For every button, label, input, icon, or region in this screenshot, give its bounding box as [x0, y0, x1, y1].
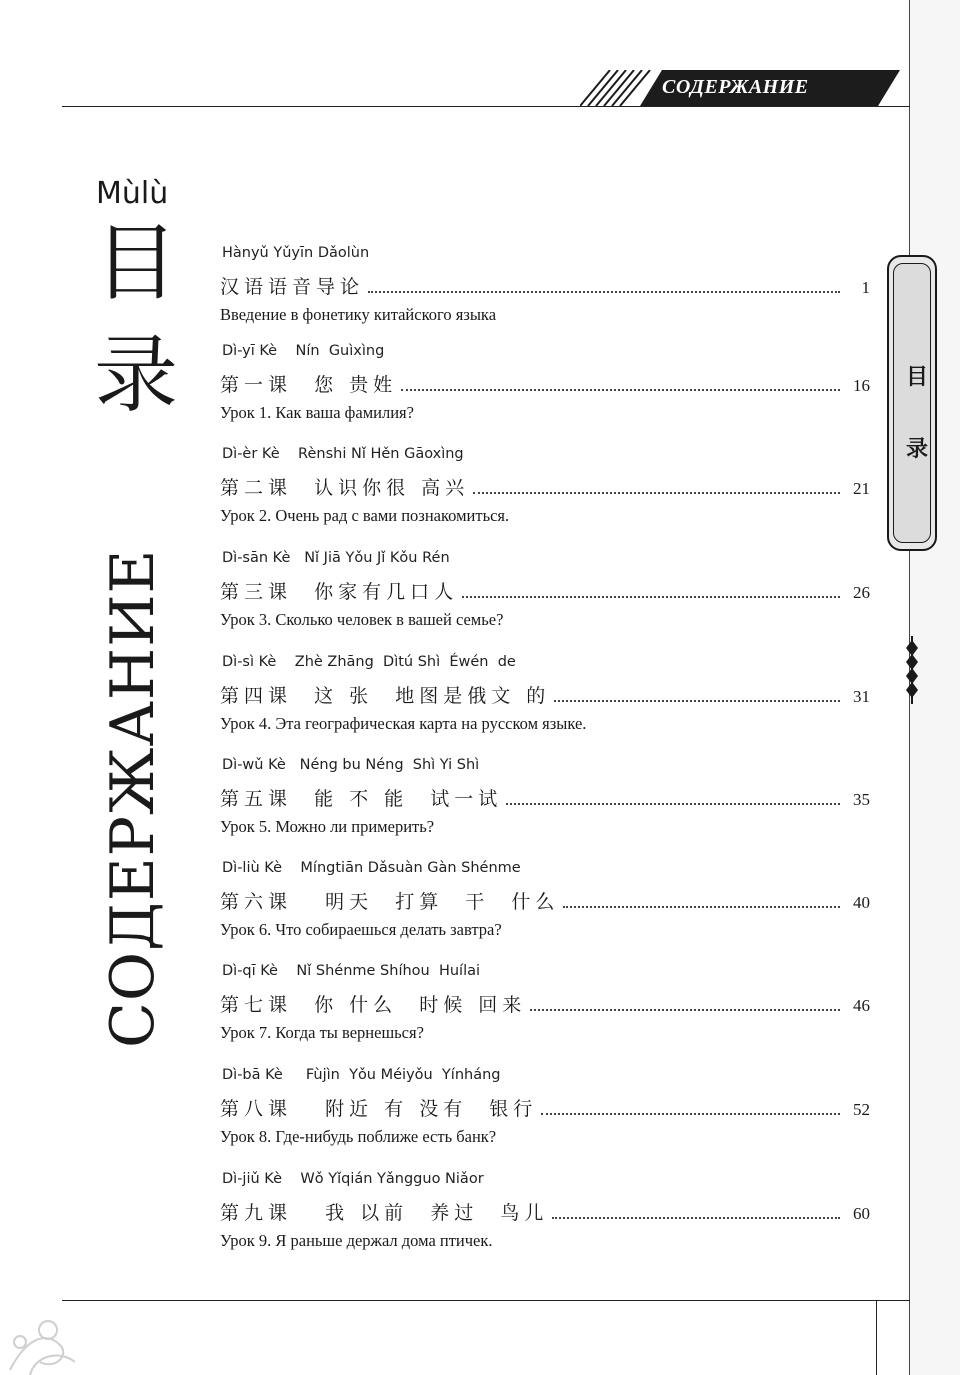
entry-chinese-title: 第六课 明天 打算 干 什么: [220, 891, 560, 913]
toc-entry[interactable]: [220, 1065, 870, 1147]
entry-heading-row: [220, 1198, 870, 1226]
entry-page-number: 21: [853, 479, 870, 498]
dot-leader: [563, 905, 840, 908]
entry-heading-row: [220, 272, 870, 300]
entry-heading-row: [220, 887, 870, 915]
entry-pinyin: Dì-èr Kè Rènshi Nǐ Hěn Gāoxìng: [222, 446, 464, 462]
dot-leader: [401, 388, 840, 391]
dot-leader: [462, 595, 840, 598]
entry-chinese-title: 第四课 这 张 地图是俄文 的: [220, 685, 551, 707]
toc-entry[interactable]: [220, 341, 870, 423]
entry-pinyin: Dì-liù Kè Míngtiān Dǎsuàn Gàn Shénme: [222, 860, 521, 876]
dot-leader: [541, 1112, 840, 1115]
entry-russian-title: Урок 1. Как ваша фамилия?: [220, 403, 414, 422]
toc-entry[interactable]: [220, 1169, 870, 1251]
entry-page-number: 26: [853, 583, 870, 602]
entry-pinyin: Dì-qī Kè Nǐ Shénme Shíhou Huílai: [222, 963, 481, 979]
header-banner: [580, 70, 910, 106]
footer-rule: [62, 1300, 910, 1301]
entry-heading-row: [220, 990, 870, 1018]
entry-heading-row: [220, 473, 870, 501]
dot-leader: [552, 1216, 840, 1219]
diamond-ornament-icon: [898, 636, 926, 704]
side-title-pinyin: Mùlù: [96, 176, 169, 211]
entry-page-number: 16: [853, 376, 870, 395]
entry-page-number: 1: [861, 278, 870, 297]
entry-heading-row: [220, 784, 870, 812]
dot-leader: [368, 290, 840, 293]
toc-entry[interactable]: [220, 243, 870, 325]
entry-page-number: 46: [853, 996, 870, 1015]
toc-entry[interactable]: [220, 652, 870, 734]
side-title-chinese-1: 目: [93, 214, 178, 312]
side-title-chinese-2: 录: [93, 326, 178, 424]
toc-entry[interactable]: [220, 548, 870, 630]
entry-pinyin: Dì-wǔ Kè Néng bu Néng Shì Yi Shì: [222, 757, 480, 773]
entry-heading-row: [220, 681, 870, 709]
dot-leader: [506, 802, 840, 805]
entry-page-number: 40: [853, 893, 870, 912]
side-title-russian: СОДЕРЖАНИЕ: [98, 548, 168, 1048]
entry-russian-title: Урок 6. Что собираешься делать завтра?: [220, 920, 502, 939]
entry-chinese-title: 第二课 认识你很 高兴: [220, 477, 470, 499]
entry-pinyin: Dì-sì Kè Zhè Zhāng Dìtú Shì Éwén de: [222, 654, 516, 670]
entry-pinyin: Dì-yī Kè Nín Guìxìng: [222, 343, 385, 359]
entry-chinese-title: 第三课 你家有几口人: [220, 581, 459, 603]
section-tab: [887, 255, 937, 551]
entry-russian-title: Введение в фонетику китайского языка: [220, 305, 497, 324]
toc-entry[interactable]: [220, 961, 870, 1043]
entry-pinyin: Dì-bā Kè Fùjìn Yǒu Méiyǒu Yínháng: [222, 1067, 501, 1083]
entry-chinese-title: 第一课 您 贵姓: [220, 374, 398, 396]
toc-entry[interactable]: [220, 755, 870, 837]
entry-page-number: 31: [853, 687, 870, 706]
floral-decoration-icon: [0, 1300, 120, 1375]
entry-heading-row: [220, 1094, 870, 1122]
entry-russian-title: Урок 8. Где-нибудь поближе есть банк?: [220, 1127, 497, 1146]
entry-heading-row: [220, 577, 870, 605]
entry-chinese-title: 第五课 能 不 能 试一试: [220, 788, 503, 810]
entry-pinyin: Dì-sān Kè Nǐ Jiā Yǒu Jǐ Kǒu Rén: [222, 550, 450, 566]
header-rule: [62, 106, 910, 107]
toc-entry[interactable]: [220, 444, 870, 526]
dot-leader: [530, 1008, 840, 1011]
dot-leader: [554, 699, 840, 702]
footer-divider: [876, 1300, 877, 1375]
entry-russian-title: Урок 4. Эта географическая карта на русском языке.: [220, 714, 587, 733]
entry-chinese-title: 第七课 你 什么 时候 回来: [220, 994, 527, 1016]
tab-char-2: 录: [905, 437, 928, 462]
entry-page-number: 52: [853, 1100, 870, 1119]
entry-russian-title: Урок 3. Сколько человек в вашей семье?: [220, 610, 504, 629]
dot-leader: [473, 491, 840, 494]
entry-chinese-title: 第八课 附近 有 没有 银行: [220, 1098, 538, 1120]
section-tab-inner: [893, 263, 931, 543]
entry-russian-title: Урок 9. Я раньше держал дома птичек.: [220, 1231, 493, 1250]
toc-entry[interactable]: [220, 858, 870, 940]
entry-pinyin: Dì-jiǔ Kè Wǒ Yǐqián Yǎngguo Niǎor: [222, 1171, 484, 1187]
entry-russian-title: Урок 7. Когда ты вернешься?: [220, 1023, 424, 1042]
entry-chinese-title: 第九课 我 以前 养过 鸟儿: [220, 1202, 549, 1224]
entry-russian-title: Урок 5. Можно ли примерить?: [220, 817, 435, 836]
tab-char-1: 目: [905, 365, 928, 390]
entry-heading-row: [220, 370, 870, 398]
header-title: СОДЕРЖАНИЕ: [662, 76, 809, 98]
entry-pinyin: Hànyǔ Yǔyīn Dǎolùn: [222, 245, 370, 261]
entry-page-number: 35: [853, 790, 870, 809]
entry-chinese-title: 汉语语音导论: [220, 276, 365, 298]
entry-page-number: 60: [853, 1204, 870, 1223]
entry-russian-title: Урок 2. Очень рад с вами познакомиться.: [220, 506, 510, 525]
